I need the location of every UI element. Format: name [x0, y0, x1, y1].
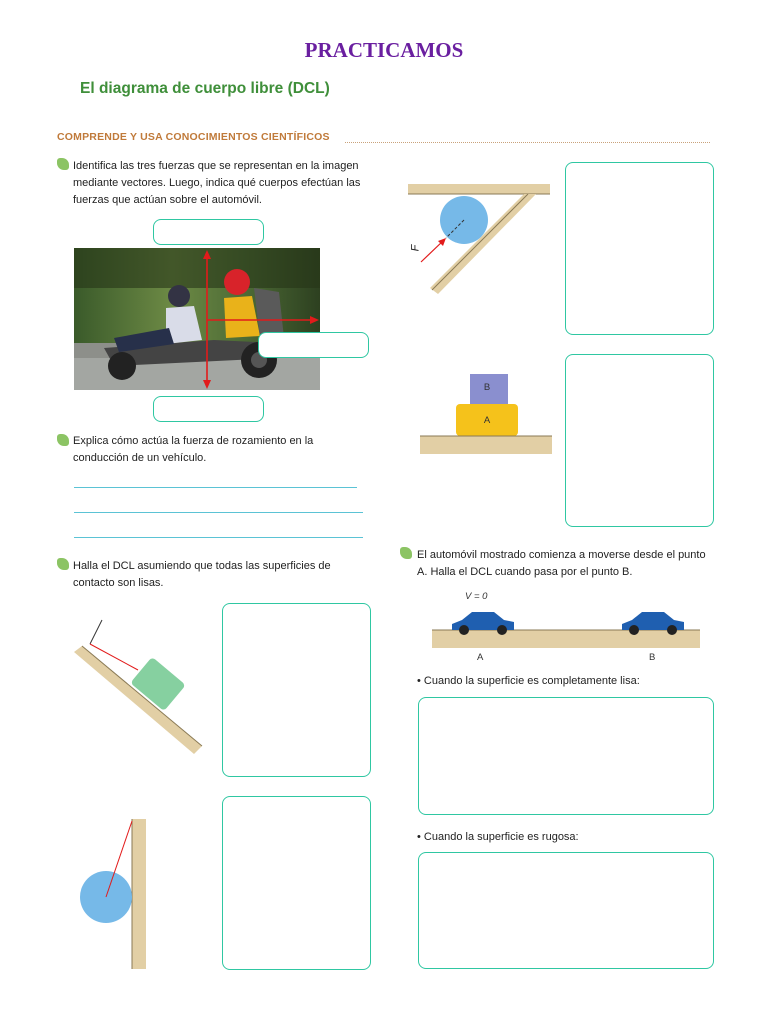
question-bullet-icon [400, 547, 412, 559]
point-b-label: B [649, 652, 656, 663]
answer-line-2[interactable] [74, 512, 363, 513]
bullet-smooth-text: • Cuando la superficie es completamente lisa: [417, 675, 640, 687]
point-a-label: A [477, 652, 484, 663]
ball-wedge-figure [404, 180, 554, 298]
car-track-figure [430, 604, 702, 650]
section-heading: COMPRENDE Y USA CONOCIMIENTOS CIENTÍFICOS [57, 131, 330, 143]
question-3-text: Halla el DCL asumiendo que todas las superficies de contacto son lisas. [73, 560, 331, 589]
question-4-text: El automóvil mostrado comienza a moverse desde el punto A. Halla el DCL cuando pasa por el punto B. [417, 549, 706, 578]
question-bullet-icon [57, 558, 69, 570]
page-title: PRACTICAMOS [304, 38, 464, 62]
answer-box-right[interactable] [258, 332, 369, 358]
force-label: F [409, 244, 422, 252]
velocity-label: V = 0 [465, 591, 488, 602]
question-bullet-icon [57, 434, 69, 446]
answer-box-top[interactable] [153, 219, 264, 245]
answer-line-3[interactable] [74, 537, 363, 538]
answer-line-1[interactable] [74, 487, 357, 488]
dcl-box-wedge[interactable] [565, 162, 714, 335]
dcl-box-rough[interactable] [418, 852, 714, 969]
gokart-photo [74, 248, 320, 390]
question-2-text: Explica cómo actúa la fuerza de rozamiento en la conducción de un vehículo. [73, 435, 314, 464]
question-1-text: Identifica las tres fuerzas que se representan en la imagen mediante vectores. Luego, indica qué cuerpos efectúan las fuerzas que actúan sobre el automóvil. [73, 160, 361, 206]
block-a-label: A [483, 415, 491, 426]
answer-box-bottom[interactable] [153, 396, 264, 422]
bullet-rough-text: • Cuando la superficie es rugosa: [417, 831, 579, 843]
incline-block-figure [70, 612, 210, 757]
dcl-box-incline[interactable] [222, 603, 371, 777]
dcl-box-blocks[interactable] [565, 354, 714, 527]
section-divider [345, 142, 710, 143]
block-b-label: B [483, 382, 491, 393]
dcl-box-smooth[interactable] [418, 697, 714, 815]
page-subtitle: El diagrama de cuerpo libre (DCL) [80, 80, 330, 97]
question-bullet-icon [57, 158, 69, 170]
ball-wall-figure [76, 815, 156, 970]
dcl-box-ball-wall[interactable] [222, 796, 371, 970]
